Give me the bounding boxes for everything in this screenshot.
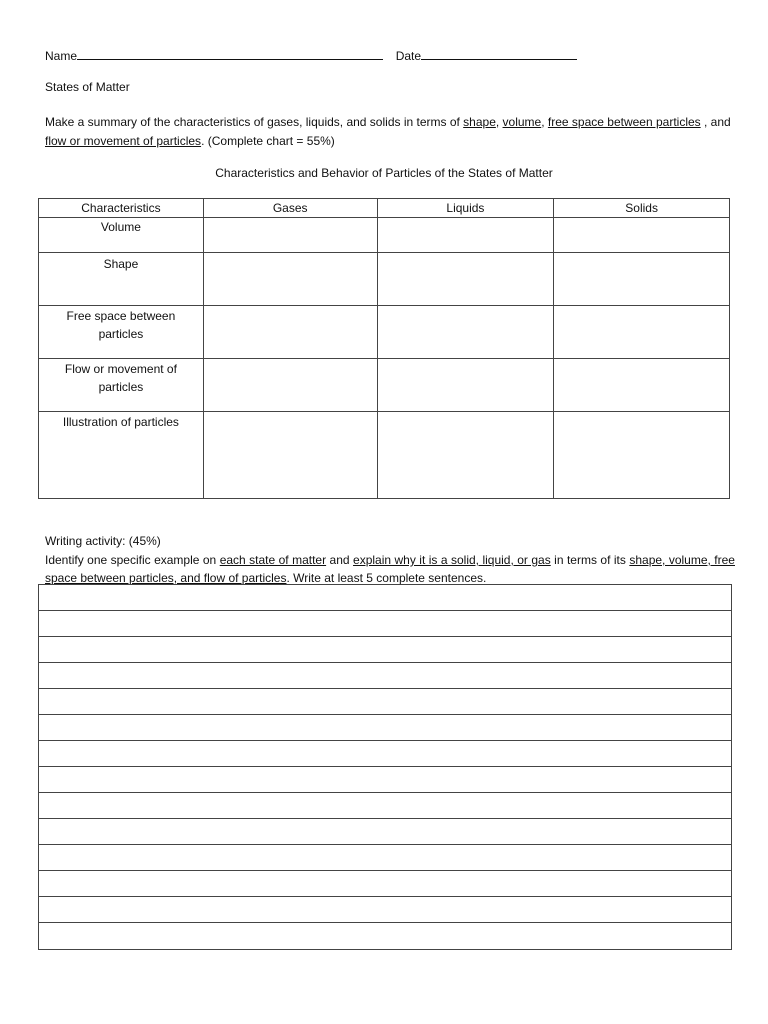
table-header-row [39,199,730,218]
characteristics-table [38,198,730,499]
cell-solids-illustration[interactable] [554,412,730,499]
underlined-explain: explain why it is a solid, liquid, or gas [353,553,551,567]
page-title: States of Matter [45,80,130,94]
instructions-text-end: . (Complete chart = 55%) [201,134,335,148]
writing-line[interactable] [39,767,731,793]
name-field[interactable] [77,47,383,60]
table-row [39,359,730,412]
underlined-volume: volume [502,115,542,129]
table-row [39,218,730,253]
writing-text: and [326,553,354,567]
cell-gases-free-space[interactable] [203,306,377,359]
writing-instructions [45,551,735,587]
cell-solids-free-space[interactable] [554,306,730,359]
cell-gases-flow[interactable] [203,359,377,412]
writing-line[interactable] [39,585,731,611]
date-field[interactable] [421,47,577,60]
col-header-liquids: Liquids [377,199,554,218]
underlined-each-state: each state of matter [219,553,327,567]
cell-gases-shape[interactable] [203,253,377,306]
cell-liquids-illustration[interactable] [377,412,554,499]
row-label-shape: Shape [39,253,204,306]
writing-line[interactable] [39,637,731,663]
writing-heading: Writing activity: (45%) [45,534,161,548]
table-row [39,253,730,306]
cell-solids-volume[interactable] [554,218,730,253]
writing-area[interactable] [38,584,732,950]
table-row [39,412,730,499]
underlined-free-space: free space between particles [547,115,701,129]
writing-line[interactable] [39,923,731,949]
name-date-row [45,47,577,63]
writing-line[interactable] [39,741,731,767]
writing-line[interactable] [39,793,731,819]
writing-text-end: . Write at least 5 complete sentences. [286,571,487,585]
writing-line[interactable] [39,897,731,923]
cell-gases-illustration[interactable] [203,412,377,499]
cell-liquids-volume[interactable] [377,218,554,253]
table-row [39,306,730,359]
row-label-illustration: Illustration of particles [39,412,204,499]
row-label-free-space: Free space between particles [39,306,204,359]
separator: , [541,115,548,129]
cell-liquids-shape[interactable] [377,253,554,306]
instructions-text: Make a summary of the characteristics of gases, liquids, and solids in terms of [45,115,464,129]
writing-line[interactable] [39,689,731,715]
writing-text: in terms of its [550,553,630,567]
writing-line[interactable] [39,715,731,741]
date-label: Date [395,49,422,63]
name-label: Name [45,49,78,63]
instructions [45,113,735,151]
row-label-volume: Volume [39,218,204,253]
chart-caption: Characteristics and Behavior of Particles of the States of Matter [215,166,553,180]
writing-line[interactable] [39,663,731,689]
col-header-solids: Solids [554,199,730,218]
cell-gases-volume[interactable] [203,218,377,253]
writing-line[interactable] [39,819,731,845]
cell-solids-shape[interactable] [554,253,730,306]
separator: , and [700,115,731,129]
writing-text: Identify one specific example on [45,553,220,567]
writing-line[interactable] [39,871,731,897]
underlined-terms: shape, volume, free space between particles, and flow of particles [45,553,735,585]
cell-liquids-flow[interactable] [377,359,554,412]
writing-line[interactable] [39,845,731,871]
col-header-characteristics: Characteristics [39,199,204,218]
separator: , [495,115,503,129]
underlined-flow: flow or movement of particles [45,134,202,148]
underlined-shape: shape [463,115,496,129]
col-header-gases: Gases [203,199,377,218]
row-label-flow: Flow or movement of particles [39,359,204,412]
writing-line[interactable] [39,611,731,637]
cell-solids-flow[interactable] [554,359,730,412]
cell-liquids-free-space[interactable] [377,306,554,359]
